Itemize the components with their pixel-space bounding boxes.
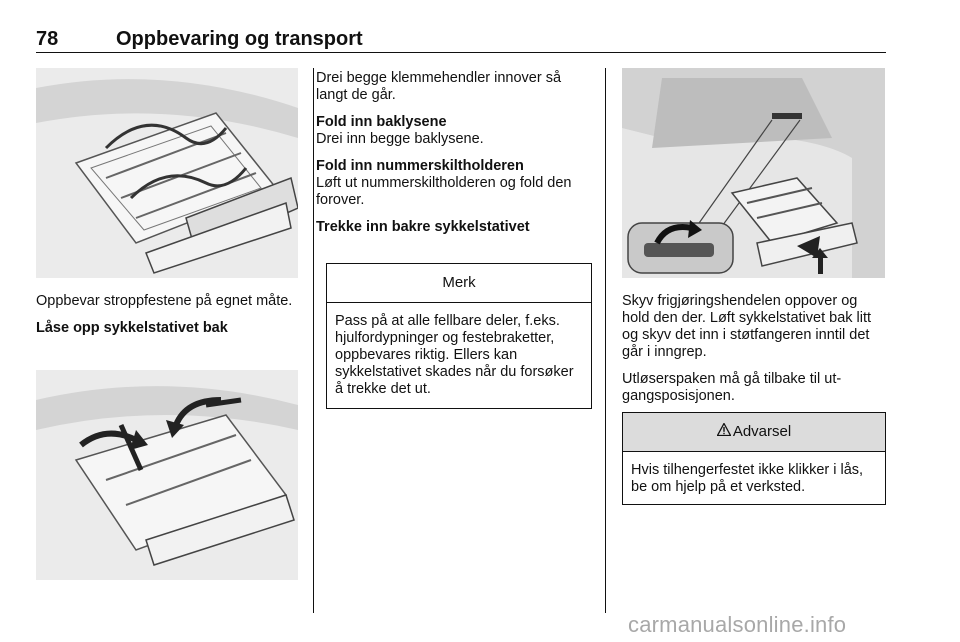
column-1 — [36, 293, 298, 347]
note-body: Pass på at alle fellbare deler, f.eks. hjulfordypninger og festebraketter, oppbevares riktig. Ellers kan sykkelstativet skades når du forsøker å trekke det ut. — [335, 313, 574, 397]
note-box — [326, 263, 592, 409]
column-divider-1 — [313, 68, 314, 613]
warning-header — [623, 413, 885, 452]
page-number: 78 — [36, 28, 59, 50]
text-fold-lights: Drei inn begge baklysene. — [316, 131, 484, 147]
text-fold-plate: Løft ut nummerskiltholderen og fold den forover. — [316, 175, 572, 208]
text-turn-levers: Drei begge klemmehendler innover så langt de går. — [316, 70, 562, 103]
warning-title: Advarsel — [732, 423, 792, 440]
heading-unlock-rack: Låse opp sykkelstativet bak — [36, 320, 228, 336]
column-3 — [622, 293, 887, 415]
page-title: Oppbevaring og transport — [116, 28, 363, 50]
column-divider-2 — [605, 68, 606, 613]
warning-box — [622, 412, 886, 505]
text-lever-return: Utløserspaken må gå tilbake til utgangsposisjonen. — [622, 371, 842, 404]
figure-retract-rack — [622, 68, 885, 278]
warning-body: Hvis tilhengerfestet ikke klikker i lås, be om hjelp på et verksted. — [631, 462, 864, 495]
warning-triangle-icon — [717, 413, 731, 451]
page-header — [36, 28, 886, 52]
heading-fold-plate: Fold inn nummerskiltholderen — [316, 158, 524, 174]
note-title: Merk — [327, 264, 591, 303]
heading-retract-rack: Trekke inn bakre sykkelstativet — [316, 219, 530, 235]
caption-strap-storage: Oppbevar stroppfestene på egnet måte. — [36, 293, 293, 309]
column-2 — [316, 70, 591, 246]
heading-fold-lights: Fold inn baklysene — [316, 114, 447, 130]
figure-strap-storage — [36, 68, 298, 278]
header-rule — [36, 52, 886, 53]
watermark: carmanualsonline.info — [628, 612, 847, 637]
figure-unlock-rack — [36, 370, 298, 580]
text-push-release: Skyv frigjøringshendelen oppover og hold den der. Løft sykkelstativet bak litt og skyv det inn i støtfangeren inntil det går i inngrep. — [622, 293, 872, 360]
